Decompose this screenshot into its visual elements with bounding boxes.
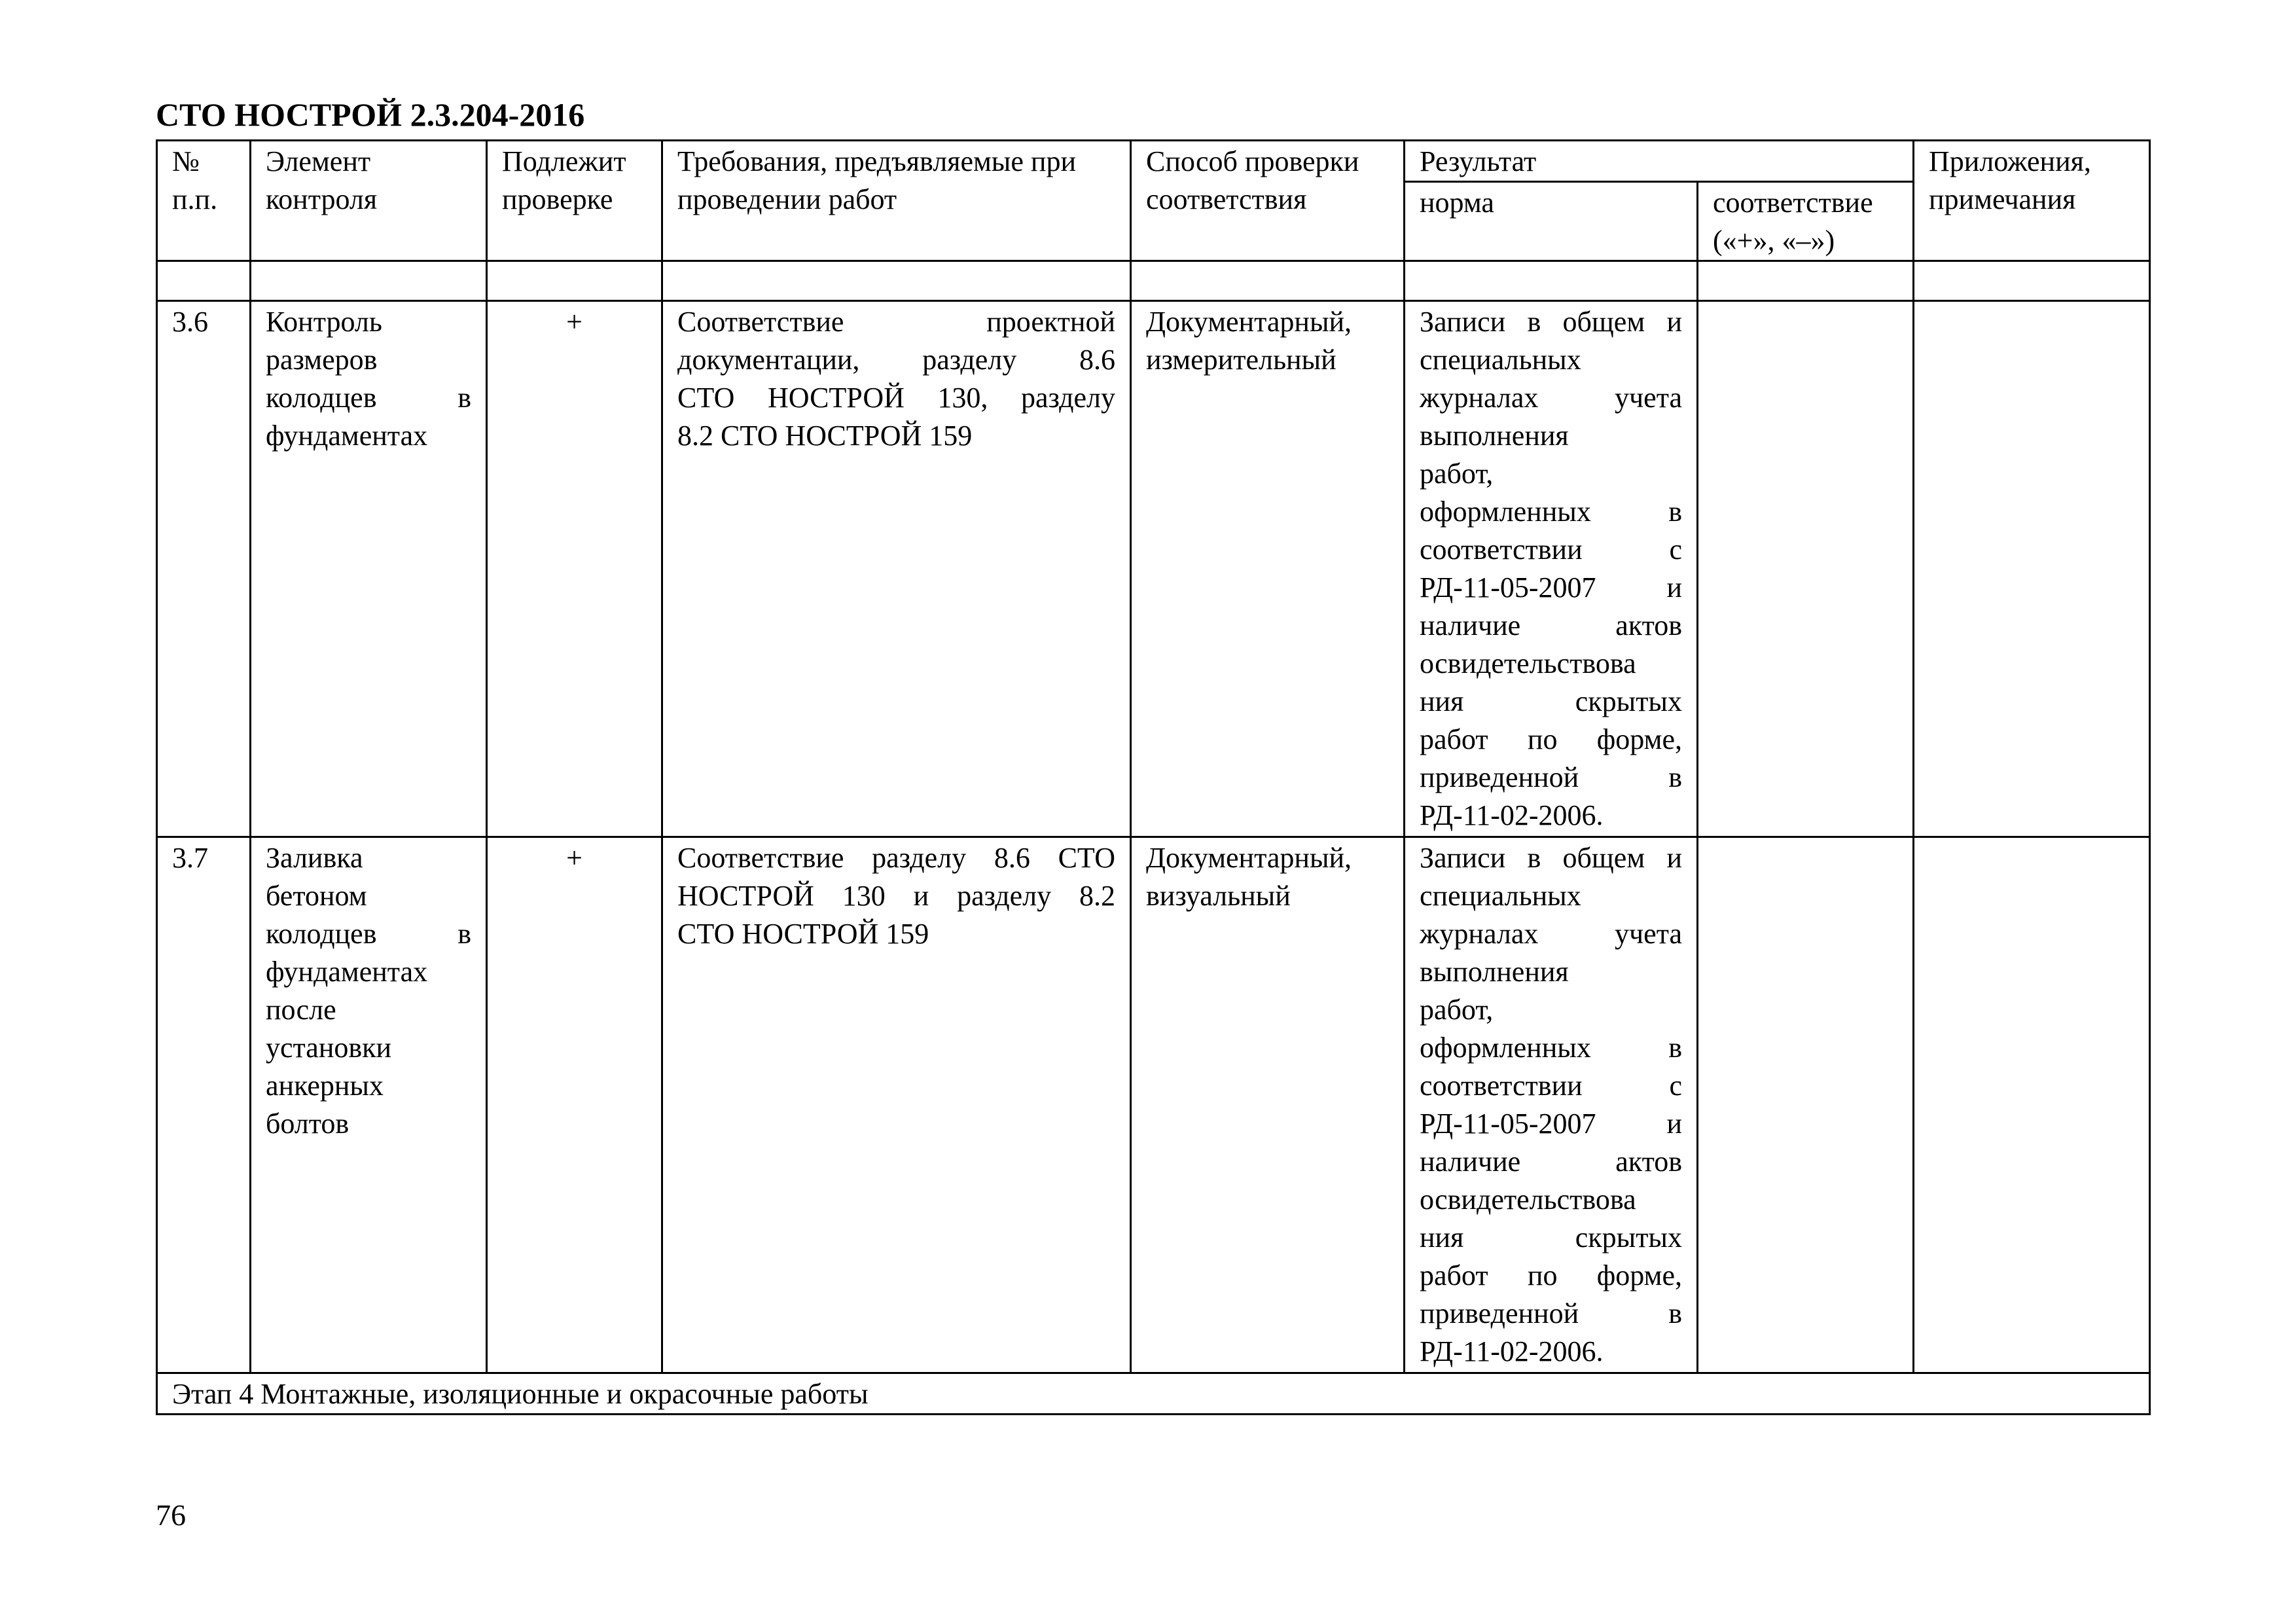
requirement-line: СТО НОСТРОЙ 159 <box>677 918 929 950</box>
row-notes <box>1914 301 2150 837</box>
norm-line: Записи в общем и <box>1420 842 1682 874</box>
norm-line: наличие актов <box>1420 1146 1682 1178</box>
row-notes <box>1914 837 2150 1373</box>
row-norm <box>1405 301 1698 837</box>
table-row <box>157 301 2150 837</box>
header-notes: Приложения, примечания <box>1914 141 2150 261</box>
element-line: бетоном <box>266 880 367 912</box>
document-title: СТО НОСТРОЙ 2.3.204-2016 <box>156 96 585 133</box>
norm-line: специальных <box>1420 344 1581 376</box>
row-subject: + <box>487 837 662 1373</box>
row-norm <box>1405 837 1698 1373</box>
empty-row <box>157 261 2150 301</box>
row-requirements <box>662 837 1131 1373</box>
header-subject: Подлежит проверке <box>487 141 662 261</box>
norm-line: журналах учета <box>1420 918 1682 950</box>
norm-line: РД-11-02-2006. <box>1420 1335 1604 1367</box>
requirement-line: СТО НОСТРОЙ 130, разделу <box>677 382 1115 414</box>
header-method: Способ проверки соответствия <box>1131 141 1405 261</box>
norm-line: приведенной в <box>1420 1297 1682 1329</box>
norm-line: специальных <box>1420 880 1581 912</box>
norm-line: приведенной в <box>1420 761 1682 793</box>
norm-line: выполнения <box>1420 420 1569 452</box>
header-requirements: Требования, предъявляемые при проведении работ <box>662 141 1131 261</box>
norm-line: работ по форме, <box>1420 723 1682 755</box>
page-number: 76 <box>156 1498 186 1532</box>
norm-line: РД-11-05-2007 и <box>1420 1108 1682 1140</box>
header-compliance: соответствие («+», «–») <box>1698 182 1914 261</box>
norm-line: оформленных в <box>1420 496 1682 528</box>
element-line: Контроль <box>266 306 382 338</box>
element-line: после <box>266 994 336 1026</box>
header-row <box>157 141 2150 182</box>
norm-line: выполнения <box>1420 956 1569 988</box>
element-line: фундаментах <box>266 420 428 452</box>
empty-cell <box>1131 261 1405 301</box>
norm-line: соответствии с <box>1420 533 1682 566</box>
norm-line: работ, <box>1420 994 1494 1026</box>
norm-line: освидетельствова <box>1420 647 1636 679</box>
norm-line: ния скрытых <box>1420 1221 1682 1254</box>
element-line: анкерных <box>266 1070 384 1102</box>
element-line: болтов <box>266 1108 350 1140</box>
row-element <box>251 301 487 837</box>
norm-line: работ по форме, <box>1420 1259 1682 1291</box>
empty-cell <box>1698 261 1914 301</box>
element-line: Заливка <box>266 842 363 874</box>
norm-line: соответствии с <box>1420 1070 1682 1102</box>
empty-cell <box>487 261 662 301</box>
norm-line: освидетельствова <box>1420 1183 1636 1216</box>
norm-line: ния скрытых <box>1420 685 1682 717</box>
row-subject: + <box>487 301 662 837</box>
norm-line: РД-11-05-2007 и <box>1420 571 1682 604</box>
row-element <box>251 837 487 1373</box>
empty-cell <box>662 261 1131 301</box>
header-num: № п.п. <box>157 141 251 261</box>
row-compliance <box>1698 837 1914 1373</box>
empty-cell <box>1405 261 1698 301</box>
requirement-line: документации, разделу 8.6 <box>677 344 1115 376</box>
empty-cell <box>251 261 487 301</box>
requirement-line: Соответствие разделу 8.6 СТО <box>677 842 1115 874</box>
row-compliance <box>1698 301 1914 837</box>
header-result: Результат <box>1405 141 1914 182</box>
norm-line: журналах учета <box>1420 382 1682 414</box>
header-norm: норма <box>1405 182 1698 261</box>
control-table <box>156 139 2151 1415</box>
norm-line: оформленных в <box>1420 1032 1682 1064</box>
element-line: колодцев в <box>266 918 471 950</box>
row-method: Документарный, измерительный <box>1131 301 1405 837</box>
table-row <box>157 837 2150 1373</box>
norm-line: Записи в общем и <box>1420 306 1682 338</box>
element-line: размеров <box>266 344 378 376</box>
element-line: установки <box>266 1032 392 1064</box>
element-line: фундаментах <box>266 956 428 988</box>
requirement-line: 8.2 СТО НОСТРОЙ 159 <box>677 420 973 452</box>
header-element: Элемент контроля <box>251 141 487 261</box>
norm-line: наличие актов <box>1420 609 1682 641</box>
requirement-line: Соответствие проектной <box>677 306 1115 338</box>
element-line: колодцев в <box>266 382 471 414</box>
empty-cell <box>157 261 251 301</box>
stage-row <box>157 1373 2150 1415</box>
requirement-line: НОСТРОЙ 130 и разделу 8.2 <box>677 880 1115 912</box>
row-requirements <box>662 301 1131 837</box>
row-method: Документарный, визуальный <box>1131 837 1405 1373</box>
row-num: 3.7 <box>157 837 251 1373</box>
row-num: 3.6 <box>157 301 251 837</box>
norm-line: работ, <box>1420 458 1494 490</box>
stage-label: Этап 4 Монтажные, изоляционные и окрасочные работы <box>157 1373 2150 1415</box>
empty-cell <box>1914 261 2150 301</box>
norm-line: РД-11-02-2006. <box>1420 799 1604 831</box>
